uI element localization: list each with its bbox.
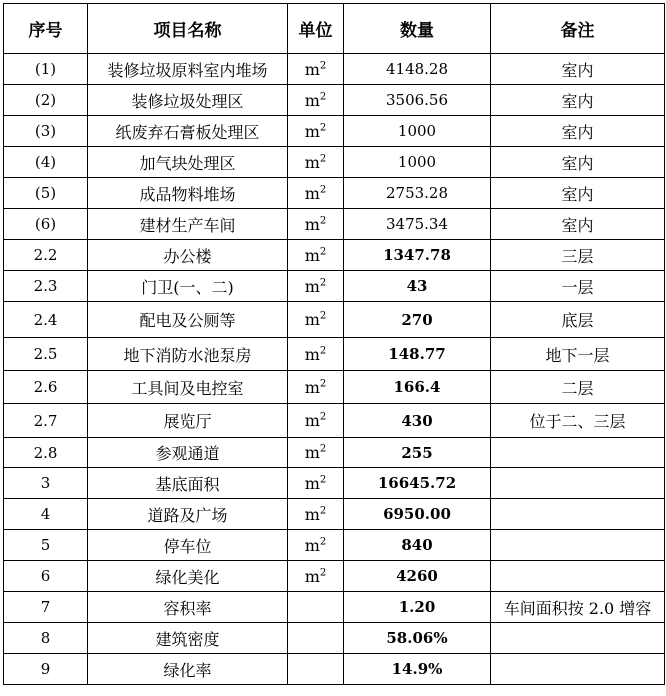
row-name: 建筑密度 [88, 623, 288, 654]
row-qty: 4260 [344, 561, 491, 592]
row-no: 2.3 [4, 271, 88, 302]
unit-base: m [304, 377, 320, 397]
row-note [491, 623, 665, 654]
unit-base: m [304, 152, 320, 172]
unit-superscript: 2 [319, 536, 327, 548]
row-unit [288, 561, 344, 592]
unit-superscript: 2 [319, 122, 327, 134]
unit-superscript: 2 [319, 153, 327, 165]
row-note [491, 499, 665, 530]
unit-superscript: 2 [319, 411, 327, 423]
table-row [4, 271, 665, 302]
row-qty: 840 [344, 530, 491, 561]
row-no: (6) [4, 209, 88, 240]
row-name: 展览厅 [88, 404, 288, 438]
row-unit [288, 54, 344, 85]
unit-base: m [304, 90, 320, 110]
row-note [491, 530, 665, 561]
unit-base: m [304, 214, 320, 234]
row-unit [288, 147, 344, 178]
row-name: 配电及公厕等 [88, 302, 288, 338]
unit-base: m [304, 411, 320, 430]
table-row [4, 147, 665, 178]
row-qty: 1000 [344, 116, 491, 147]
row-unit [288, 240, 344, 271]
row-note [491, 561, 665, 592]
row-qty: 1347.78 [344, 240, 491, 271]
row-unit [288, 592, 344, 623]
row-qty: 430 [344, 404, 491, 438]
row-qty: 255 [344, 438, 491, 468]
row-note: 室内 [491, 116, 665, 147]
row-qty: 4148.28 [344, 54, 491, 85]
row-unit [288, 530, 344, 561]
unit-base: m [304, 183, 320, 203]
row-no: 2.8 [4, 438, 88, 468]
unit-superscript: 2 [319, 277, 327, 289]
unit-superscript: 2 [319, 215, 327, 227]
row-unit [288, 85, 344, 116]
unit-superscript: 2 [319, 505, 327, 517]
table-row [4, 438, 665, 468]
unit-base: m [304, 121, 320, 141]
unit-base: m [304, 245, 320, 265]
row-note: 底层 [491, 302, 665, 338]
row-note: 地下一层 [491, 338, 665, 371]
row-name: 工具间及电控室 [88, 371, 288, 404]
header-no: 序号 [4, 4, 88, 54]
row-unit [288, 371, 344, 404]
row-unit [288, 468, 344, 499]
row-no: (5) [4, 178, 88, 209]
row-qty: 1000 [344, 147, 491, 178]
table-row [4, 404, 665, 438]
row-unit [288, 404, 344, 438]
row-name: 成品物料堆场 [88, 178, 288, 209]
row-note: 位于二、三层 [491, 404, 665, 438]
table-row [4, 209, 665, 240]
row-name: 绿化美化 [88, 561, 288, 592]
row-no: (4) [4, 147, 88, 178]
row-no: 2.2 [4, 240, 88, 271]
table-row [4, 654, 665, 685]
table-row [4, 623, 665, 654]
row-name: 绿化率 [88, 654, 288, 685]
row-no: 5 [4, 530, 88, 561]
row-qty: 1.20 [344, 592, 491, 623]
row-unit [288, 438, 344, 468]
row-qty: 58.06% [344, 623, 491, 654]
table-body [4, 54, 665, 685]
table-row [4, 85, 665, 116]
unit-superscript: 2 [319, 345, 327, 357]
row-note: 三层 [491, 240, 665, 271]
row-note: 室内 [491, 85, 665, 116]
unit-superscript: 2 [319, 378, 327, 390]
row-qty: 6950.00 [344, 499, 491, 530]
row-name: 加气块处理区 [88, 147, 288, 178]
project-data-table [3, 3, 665, 685]
unit-superscript: 2 [319, 184, 327, 196]
row-unit [288, 654, 344, 685]
row-note [491, 654, 665, 685]
row-qty: 14.9% [344, 654, 491, 685]
row-unit [288, 623, 344, 654]
unit-superscript: 2 [319, 310, 327, 322]
unit-base: m [304, 566, 320, 586]
row-qty: 148.77 [344, 338, 491, 371]
unit-base: m [304, 504, 320, 524]
header-unit: 单位 [288, 4, 344, 54]
row-unit [288, 338, 344, 371]
unit-base: m [304, 276, 320, 296]
row-no: 9 [4, 654, 88, 685]
row-name: 装修垃圾原料室内堆场 [88, 54, 288, 85]
row-qty: 43 [344, 271, 491, 302]
row-qty: 16645.72 [344, 468, 491, 499]
unit-base: m [304, 344, 320, 364]
row-qty: 3506.56 [344, 85, 491, 116]
unit-superscript: 2 [319, 246, 327, 258]
row-no: 6 [4, 561, 88, 592]
row-note [491, 438, 665, 468]
row-no: 2.5 [4, 338, 88, 371]
row-qty: 166.4 [344, 371, 491, 404]
header-row [4, 4, 665, 54]
row-note: 车间面积按 2.0 增容 [491, 592, 665, 623]
table-row [4, 302, 665, 338]
row-qty: 270 [344, 302, 491, 338]
row-no: 3 [4, 468, 88, 499]
row-note [491, 468, 665, 499]
table-row [4, 499, 665, 530]
table-row [4, 116, 665, 147]
table-row [4, 561, 665, 592]
unit-base: m [304, 535, 320, 555]
header-note: 备注 [491, 4, 665, 54]
row-note: 室内 [491, 209, 665, 240]
table-row [4, 54, 665, 85]
table-row [4, 371, 665, 404]
row-no: 8 [4, 623, 88, 654]
row-unit [288, 271, 344, 302]
row-unit [288, 209, 344, 240]
header-name: 项目名称 [88, 4, 288, 54]
row-name: 参观通道 [88, 438, 288, 468]
row-name: 停车位 [88, 530, 288, 561]
row-unit [288, 178, 344, 209]
row-no: 2.6 [4, 371, 88, 404]
table-row [4, 592, 665, 623]
row-note: 二层 [491, 371, 665, 404]
row-note: 室内 [491, 147, 665, 178]
row-name: 装修垃圾处理区 [88, 85, 288, 116]
row-note: 室内 [491, 54, 665, 85]
table-row [4, 178, 665, 209]
unit-superscript: 2 [319, 474, 327, 486]
row-qty: 3475.34 [344, 209, 491, 240]
row-name: 道路及广场 [88, 499, 288, 530]
row-no: 2.4 [4, 302, 88, 338]
row-name: 门卫(一、二) [88, 271, 288, 302]
row-name: 容积率 [88, 592, 288, 623]
row-unit [288, 499, 344, 530]
row-unit [288, 302, 344, 338]
row-name: 基底面积 [88, 468, 288, 499]
table-row [4, 338, 665, 371]
unit-base: m [304, 443, 320, 462]
row-name: 建材生产车间 [88, 209, 288, 240]
row-no: (2) [4, 85, 88, 116]
unit-superscript: 2 [319, 60, 327, 72]
table-row [4, 240, 665, 271]
row-no: (3) [4, 116, 88, 147]
row-name: 地下消防水池泵房 [88, 338, 288, 371]
row-no: 2.7 [4, 404, 88, 438]
row-note: 一层 [491, 271, 665, 302]
table-row [4, 468, 665, 499]
row-no: (1) [4, 54, 88, 85]
row-note: 室内 [491, 178, 665, 209]
unit-superscript: 2 [319, 443, 327, 455]
row-name: 办公楼 [88, 240, 288, 271]
unit-superscript: 2 [319, 567, 327, 579]
row-no: 4 [4, 499, 88, 530]
row-qty: 2753.28 [344, 178, 491, 209]
unit-superscript: 2 [319, 91, 327, 103]
row-name: 纸废弃石膏板处理区 [88, 116, 288, 147]
table-row [4, 530, 665, 561]
header-qty: 数量 [344, 4, 491, 54]
row-unit [288, 116, 344, 147]
row-no: 7 [4, 592, 88, 623]
unit-base: m [304, 59, 320, 79]
unit-base: m [304, 473, 320, 493]
unit-base: m [304, 310, 320, 329]
